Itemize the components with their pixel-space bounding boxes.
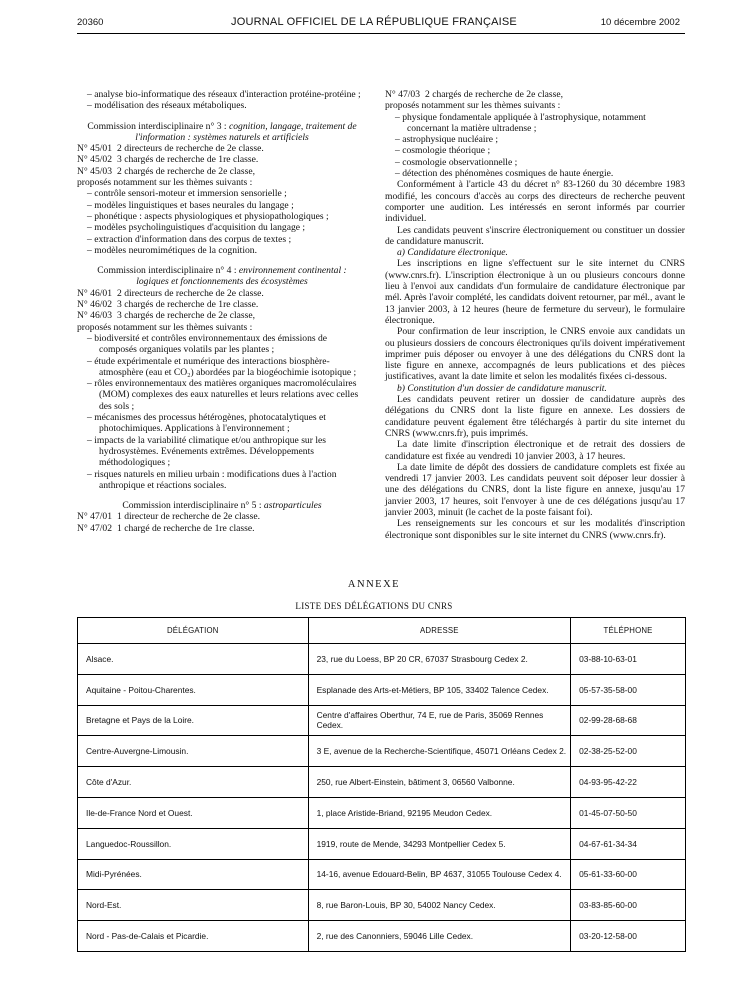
post-line: N° 46/02 3 chargés de recherche de 1re classe. — [77, 299, 259, 311]
paragraph: Les inscriptions en ligne s'effectuent sur le site internet du CNRS (www.cnrs.fr). L'inscription électronique à un ou plusieurs concours donne lieu à l'envoi aux candidats d'un formulaire de candidature électronique par mél. Après l'avoir complété, les candidats doivent retourner, par mél., avant le 13 janvier 2003, à 12 heures (heure de fermeture du serveur), le formulaire électronique. — [385, 258, 685, 326]
delegation-cell: Alsace. — [78, 644, 309, 675]
phone-cell: 04-67-61-34-34 — [571, 828, 686, 859]
post-line: N° 46/01 2 directeurs de recherche de 2e classe. — [77, 287, 264, 299]
list-item: – physique fondamentale appliquée à l'astrophysique, notamment concernant la matière ultradense ; — [395, 111, 646, 134]
list-item: – étude expérimentale et numérique des interactions biosphère-atmosphère (eau et CO₂) abordées par la biogéochimie isotopique ; — [87, 355, 357, 378]
themes-intro: proposés notamment sur les thèmes suivants : — [77, 177, 253, 189]
address-cell: 250, rue Albert-Einstein, bâtiment 3, 06560 Valbonne. — [308, 767, 571, 798]
address-cell: 8, rue Baron-Louis, BP 30, 54002 Nancy Cedex. — [308, 890, 571, 921]
list-item: – impacts de la variabilité climatique et/ou anthropique sur les hydrosystèmes. Evénements extrêmes. Développements méthodologiques ; — [87, 434, 326, 469]
paragraph: Les candidats peuvent s'inscrire électroniquement ou constituer un dossier de candidature manuscrit. — [385, 224, 685, 247]
list-item: – analyse bio-informatique des réseaux d'interaction protéine-protéine ; — [87, 89, 361, 100]
address-cell: 3 E, avenue de la Recherche-Scientifique, 45071 Orléans Cedex 2. — [308, 736, 571, 767]
table-row — [78, 890, 686, 921]
delegation-cell: Aquitaine - Poitou-Charentes. — [78, 674, 309, 705]
list-item: – mécanismes des processus hétérogènes, photocatalytiques et photochimiques. Applications à l'environnement ; — [87, 412, 326, 435]
list-item: – contrôle sensori-moteur et immersion sensorielle ; — [87, 188, 287, 200]
table-row — [78, 767, 686, 798]
delegation-cell: Centre-Auvergne-Limousin. — [78, 736, 309, 767]
list-item: – modèles neuromimétiques de la cognition. — [87, 244, 257, 256]
address-cell: Esplanade des Arts-et-Métiers, BP 105, 33402 Talence Cedex. — [308, 674, 571, 705]
list-item: – cosmologie théorique ; — [395, 145, 491, 157]
themes-intro: proposés notamment sur les thèmes suivants : — [77, 321, 253, 333]
themes-intro: proposés notamment sur les thèmes suivants : — [385, 100, 561, 112]
list-item: – modèles linguistiques et bases neurales du langage ; — [87, 199, 294, 211]
delegation-cell: Bretagne et Pays de la Loire. — [78, 705, 309, 736]
delegations-list-title: LISTE DES DÉLÉGATIONS DU CNRS — [295, 601, 453, 611]
journal-title: JOURNAL OFFICIEL DE LA RÉPUBLIQUE FRANÇAISE — [231, 16, 517, 28]
table-row — [78, 705, 686, 736]
paragraph: Les renseignements sur les concours et sur les modalités d'inscription électronique sont disponibles sur le site internet du CNRS (www.cnrs.fr). — [385, 518, 685, 541]
phone-cell: 02-99-28-68-68 — [571, 705, 686, 736]
delegation-cell: Nord - Pas-de-Calais et Picardie. — [78, 921, 309, 952]
annex-title: ANNEXE — [347, 579, 401, 590]
paragraph: Pour confirmation de leur inscription, le CNRS envoie aux candidats un ou plusieurs dossiers de concours électroniques qu'ils doivent impérativement imprimer puis déposer ou envoyer à une des délégations du CNRS dont la liste figure en annexe, accompagnés de leurs publications et des pièces justificatives, avant la date limite et selon les modalités fixées ci-dessous. — [385, 326, 685, 383]
post-line: N° 45/02 3 chargés de recherche de 1re classe. — [77, 154, 259, 166]
delegation-cell: Nord-Est. — [78, 890, 309, 921]
phone-cell: 04-93-95-42-22 — [571, 767, 686, 798]
delegation-cell: Ile-de-France Nord et Ouest. — [78, 797, 309, 828]
list-item: – astrophysique nucléaire ; — [395, 134, 499, 146]
paragraph: La date limite d'inscription électronique et de retrait des dossiers de candidature est fixée au vendredi 10 janvier 2003, à 17 heures. — [385, 439, 685, 462]
list-item: – rôles environnementaux des matières organiques macromoléculaires (MOM) complexes des eaux naturelles et leurs relations avec celles des sols ; — [87, 378, 359, 412]
column-header-address: ADRESSE — [308, 618, 571, 644]
phone-cell: 05-61-33-60-00 — [571, 859, 686, 890]
address-cell: 2, rue des Canonniers, 59046 Lille Cedex. — [308, 921, 571, 952]
phone-cell: 05-57-35-58-00 — [571, 674, 686, 705]
phone-cell: 02-38-25-52-00 — [571, 736, 686, 767]
list-item: – extraction d'information dans des corpus de textes ; — [87, 233, 292, 245]
list-item: – modélisation des réseaux métaboliques. — [87, 100, 247, 112]
list-item: – détection des phénomènes cosmiques de haute énergie. — [395, 168, 614, 180]
delegations-table — [77, 617, 686, 952]
post-line: N° 45/01 2 directeurs de recherche de 2e classe. — [77, 143, 264, 155]
paragraph: Conformément à l'article 43 du décret n° 83-1260 du 30 décembre 1983 modifié, les concours d'accès au corps des directeurs de recherche peuvent comporter une audition. Les intéressés en seront informés par courrier individuel. — [385, 179, 685, 225]
post-line: N° 47/02 1 chargé de recherche de 1re classe. — [77, 522, 255, 534]
page-header — [0, 13, 748, 33]
list-item: – modèles psycholinguistiques d'acquisition du langage ; — [87, 222, 306, 234]
commission-3-heading: Commission interdisciplinaire n° 3 : cognition, langage, traitement de l'information : systèmes naturels et artificiels — [87, 120, 357, 143]
issue-date: 10 décembre 2002 — [600, 17, 680, 28]
post-line: N° 47/03 2 chargés de recherche de 2e classe, — [385, 89, 564, 100]
table-row — [78, 828, 686, 859]
column-header-delegation: DÉLÉGATION — [78, 618, 309, 644]
address-cell: Centre d'affaires Oberthur, 74 E, rue de Paris, 35069 Rennes Cedex. — [308, 705, 571, 736]
address-cell: 14-16, avenue Edouard-Belin, BP 4637, 31055 Toulouse Cedex 4. — [308, 859, 571, 890]
paragraph: Les candidats peuvent retirer un dossier de candidature auprès des délégations du CNRS dont la liste figure en annexe. Les dossiers de candidature peuvent également être téléchargés à partir du site internet du CNRS (www.cnrs.fr), puis imprimés. — [385, 394, 685, 439]
list-item: – cosmologie observationnelle ; — [395, 156, 518, 168]
table-row — [78, 674, 686, 705]
delegation-cell: Côte d'Azur. — [78, 767, 309, 798]
page-number: 20360 — [77, 17, 104, 28]
phone-cell: 03-83-85-60-00 — [571, 890, 686, 921]
commission-4-heading: Commission interdisciplinaire n° 4 : environnement continental : logiques et fonctionnements des écosystèmes — [97, 265, 347, 288]
table-row — [78, 644, 686, 675]
table-header-row — [78, 618, 686, 644]
post-line: N° 45/03 2 chargés de recherche de 2e classe, — [77, 165, 256, 177]
left-column — [77, 89, 367, 534]
phone-cell: 03-20-12-58-00 — [571, 921, 686, 952]
list-item: – risques naturels en milieu urbain : modifications dues à l'action anthropique et réactions sociales. — [87, 468, 337, 491]
address-cell: 23, rue du Loess, BP 20 CR, 67037 Strasbourg Cedex 2. — [308, 644, 571, 675]
delegation-cell: Midi-Pyrénées. — [78, 859, 309, 890]
section-a-heading: a) Candidature électronique. — [397, 247, 508, 259]
column-header-phone: TÉLÉPHONE — [571, 618, 686, 644]
commission-5-heading: Commission interdisciplinaire n° 5 : astroparticules — [122, 500, 322, 512]
table-row — [78, 736, 686, 767]
address-cell: 1, place Aristide-Briand, 92195 Meudon Cedex. — [308, 797, 571, 828]
table-row — [78, 859, 686, 890]
address-cell: 1919, route de Mende, 34293 Montpellier Cedex 5. — [308, 828, 571, 859]
header-rule — [77, 33, 685, 34]
table-row — [78, 797, 686, 828]
list-item: – phonétique : aspects physiologiques et physiopathologiques ; — [87, 210, 329, 222]
phone-cell: 03-88-10-63-01 — [571, 644, 686, 675]
post-line: N° 46/03 3 chargés de recherche de 2e classe, — [77, 310, 256, 322]
section-b-heading: b) Constitution d'un dossier de candidature manuscrit. — [397, 382, 607, 394]
paragraph: La date limite de dépôt des dossiers de candidature complets est fixée au vendredi 17 janvier 2003. Les candidats peuvent soit déposer leur dossier à une des délégations du CNRS, dont la liste figure en annexe, jusqu'au 17 janvier 2003, 17 heures, soit l'envoyer à une de ces délégations jusqu'au 17 janvier 2003, minuit (le cachet de la poste faisant foi). — [385, 461, 685, 518]
right-column — [385, 89, 685, 541]
list-item: – biodiversité et contrôles environnementaux des émissions de composés organiques volatils par les plantes ; — [87, 332, 328, 356]
table-row — [78, 921, 686, 952]
phone-cell: 01-45-07-50-50 — [571, 797, 686, 828]
post-line: N° 47/01 1 directeur de recherche de 2e classe. — [77, 511, 261, 523]
delegation-cell: Languedoc-Roussillon. — [78, 828, 309, 859]
